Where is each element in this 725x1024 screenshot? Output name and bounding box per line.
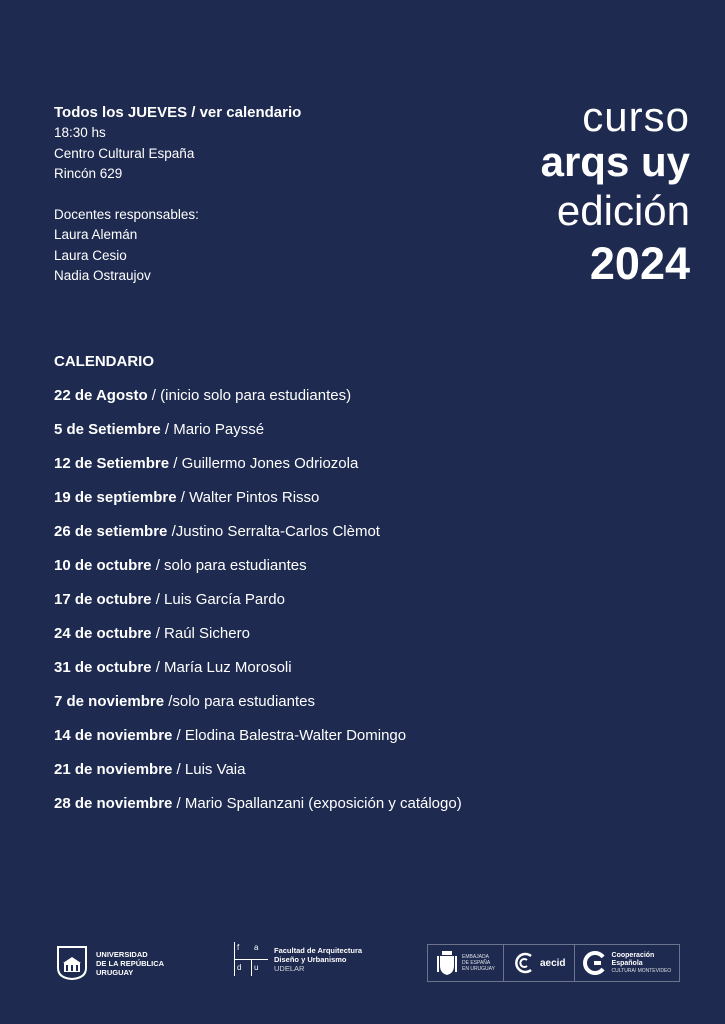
udelar-logo bbox=[56, 946, 164, 980]
calendar-date: 24 de octubre bbox=[54, 625, 152, 642]
embajada-name: EN URUGUAY bbox=[462, 966, 495, 972]
fadu-name: UDELAR bbox=[274, 963, 305, 973]
calendar-date: 31 de octubre bbox=[54, 659, 152, 676]
calendar-desc: / Mario Spallanzani (exposición y catálogo) bbox=[172, 795, 462, 812]
calendar-desc: / Elodina Balestra-Walter Domingo bbox=[172, 727, 407, 744]
fadu-mark bbox=[234, 942, 268, 976]
schedule-headline: Todos los JUEVES / ver calendario bbox=[54, 104, 302, 121]
embajada-name: DE ESPAÑA bbox=[462, 960, 491, 966]
calendar-desc: / Luis Vaia bbox=[172, 761, 246, 778]
udelar-name: UNIVERSIDAD bbox=[96, 949, 148, 959]
calendar-row bbox=[54, 590, 674, 624]
calendar-row bbox=[54, 556, 674, 590]
calendar-row bbox=[54, 454, 674, 488]
teacher-name: Laura Cesio bbox=[54, 247, 127, 263]
footer-logos bbox=[0, 938, 725, 988]
fadu-letter: f bbox=[237, 943, 240, 952]
cooperacion-name: Cooperación bbox=[611, 952, 655, 959]
calendar-date: 17 de octubre bbox=[54, 591, 152, 608]
calendar-row bbox=[54, 794, 674, 828]
teachers-label: Docentes responsables: bbox=[54, 206, 199, 222]
calendar-row bbox=[54, 488, 674, 522]
calendar-desc: / María Luz Morosoli bbox=[151, 659, 292, 676]
calendar-row bbox=[54, 624, 674, 658]
calendar-row bbox=[54, 726, 674, 760]
title-line-year: 2024 bbox=[589, 238, 690, 289]
calendar bbox=[54, 352, 674, 828]
calendar-desc: / (inicio solo para estudiantes) bbox=[147, 387, 352, 404]
fadu-logo bbox=[234, 942, 362, 976]
calendar-desc: / Luis García Pardo bbox=[151, 591, 285, 608]
teacher-name: Nadia Ostraujov bbox=[54, 268, 151, 283]
calendar-row bbox=[54, 692, 674, 726]
cooperacion-name: Española bbox=[611, 960, 643, 967]
fadu-letter: u bbox=[254, 963, 259, 972]
title-line-edicion: edición bbox=[556, 187, 690, 234]
udelar-name: URUGUAY bbox=[96, 967, 134, 977]
teacher-name: Laura Alemán bbox=[54, 227, 138, 242]
calendar-desc: / Raúl Sichero bbox=[151, 625, 250, 642]
fadu-letter: d bbox=[237, 963, 242, 972]
udelar-name: DE LA REPÚBLICA bbox=[96, 958, 165, 968]
calendar-title: CALENDARIO bbox=[54, 353, 154, 370]
cooperacion-name: CULTURA/ MONTEVIDEO bbox=[611, 968, 672, 974]
embajada-name: EMBAJADA bbox=[462, 954, 489, 960]
event-venue: Centro Cultural España bbox=[54, 145, 195, 161]
title-line-curso: curso bbox=[582, 93, 690, 140]
title-line-arqs-uy: arqs uy bbox=[540, 138, 690, 185]
course-title bbox=[540, 93, 690, 289]
partners-logo-strip bbox=[427, 944, 680, 982]
university-building-icon bbox=[56, 946, 88, 980]
calendar-date: 22 de Agosto bbox=[54, 387, 148, 404]
cooperacion-mark-icon bbox=[583, 951, 607, 975]
calendar-date: 5 de Setiembre bbox=[54, 421, 161, 438]
calendar-date: 26 de setiembre bbox=[54, 523, 168, 540]
calendar-row bbox=[54, 420, 674, 454]
calendar-desc: / Walter Pintos Risso bbox=[176, 489, 320, 506]
calendar-desc: /solo para estudiantes bbox=[164, 693, 315, 710]
coat-of-arms-icon bbox=[436, 950, 458, 976]
fadu-name: Facultad de Arquitectura bbox=[274, 945, 363, 955]
calendar-row bbox=[54, 760, 674, 794]
event-time: 18:30 hs bbox=[54, 125, 106, 140]
fadu-name: Diseño y Urbanismo bbox=[274, 954, 347, 964]
calendar-row bbox=[54, 386, 674, 420]
aecid-logo bbox=[504, 945, 575, 981]
calendar-desc: / solo para estudiantes bbox=[151, 557, 307, 574]
event-info bbox=[54, 102, 384, 287]
calendar-date: 28 de noviembre bbox=[54, 795, 173, 812]
calendar-date: 14 de noviembre bbox=[54, 727, 173, 744]
event-address: Rincón 629 bbox=[54, 166, 123, 181]
embajada-logo bbox=[428, 945, 504, 981]
calendar-date: 19 de septiembre bbox=[54, 489, 177, 506]
calendar-desc: / Guillermo Jones Odriozola bbox=[169, 455, 359, 472]
cooperacion-logo bbox=[575, 945, 680, 981]
calendar-date: 12 de Setiembre bbox=[54, 455, 170, 472]
calendar-row bbox=[54, 658, 674, 692]
calendar-desc: /Justino Serralta-Carlos Clèmot bbox=[167, 523, 380, 540]
calendar-date: 21 de noviembre bbox=[54, 761, 173, 778]
calendar-row bbox=[54, 522, 674, 556]
aecid-name: aecid bbox=[539, 957, 566, 969]
calendar-desc: / Mario Payssé bbox=[160, 421, 265, 438]
calendar-date: 7 de noviembre bbox=[54, 693, 165, 710]
aecid-mark-icon bbox=[512, 951, 536, 975]
calendar-date: 10 de octubre bbox=[54, 557, 152, 574]
fadu-letter: a bbox=[254, 943, 259, 952]
